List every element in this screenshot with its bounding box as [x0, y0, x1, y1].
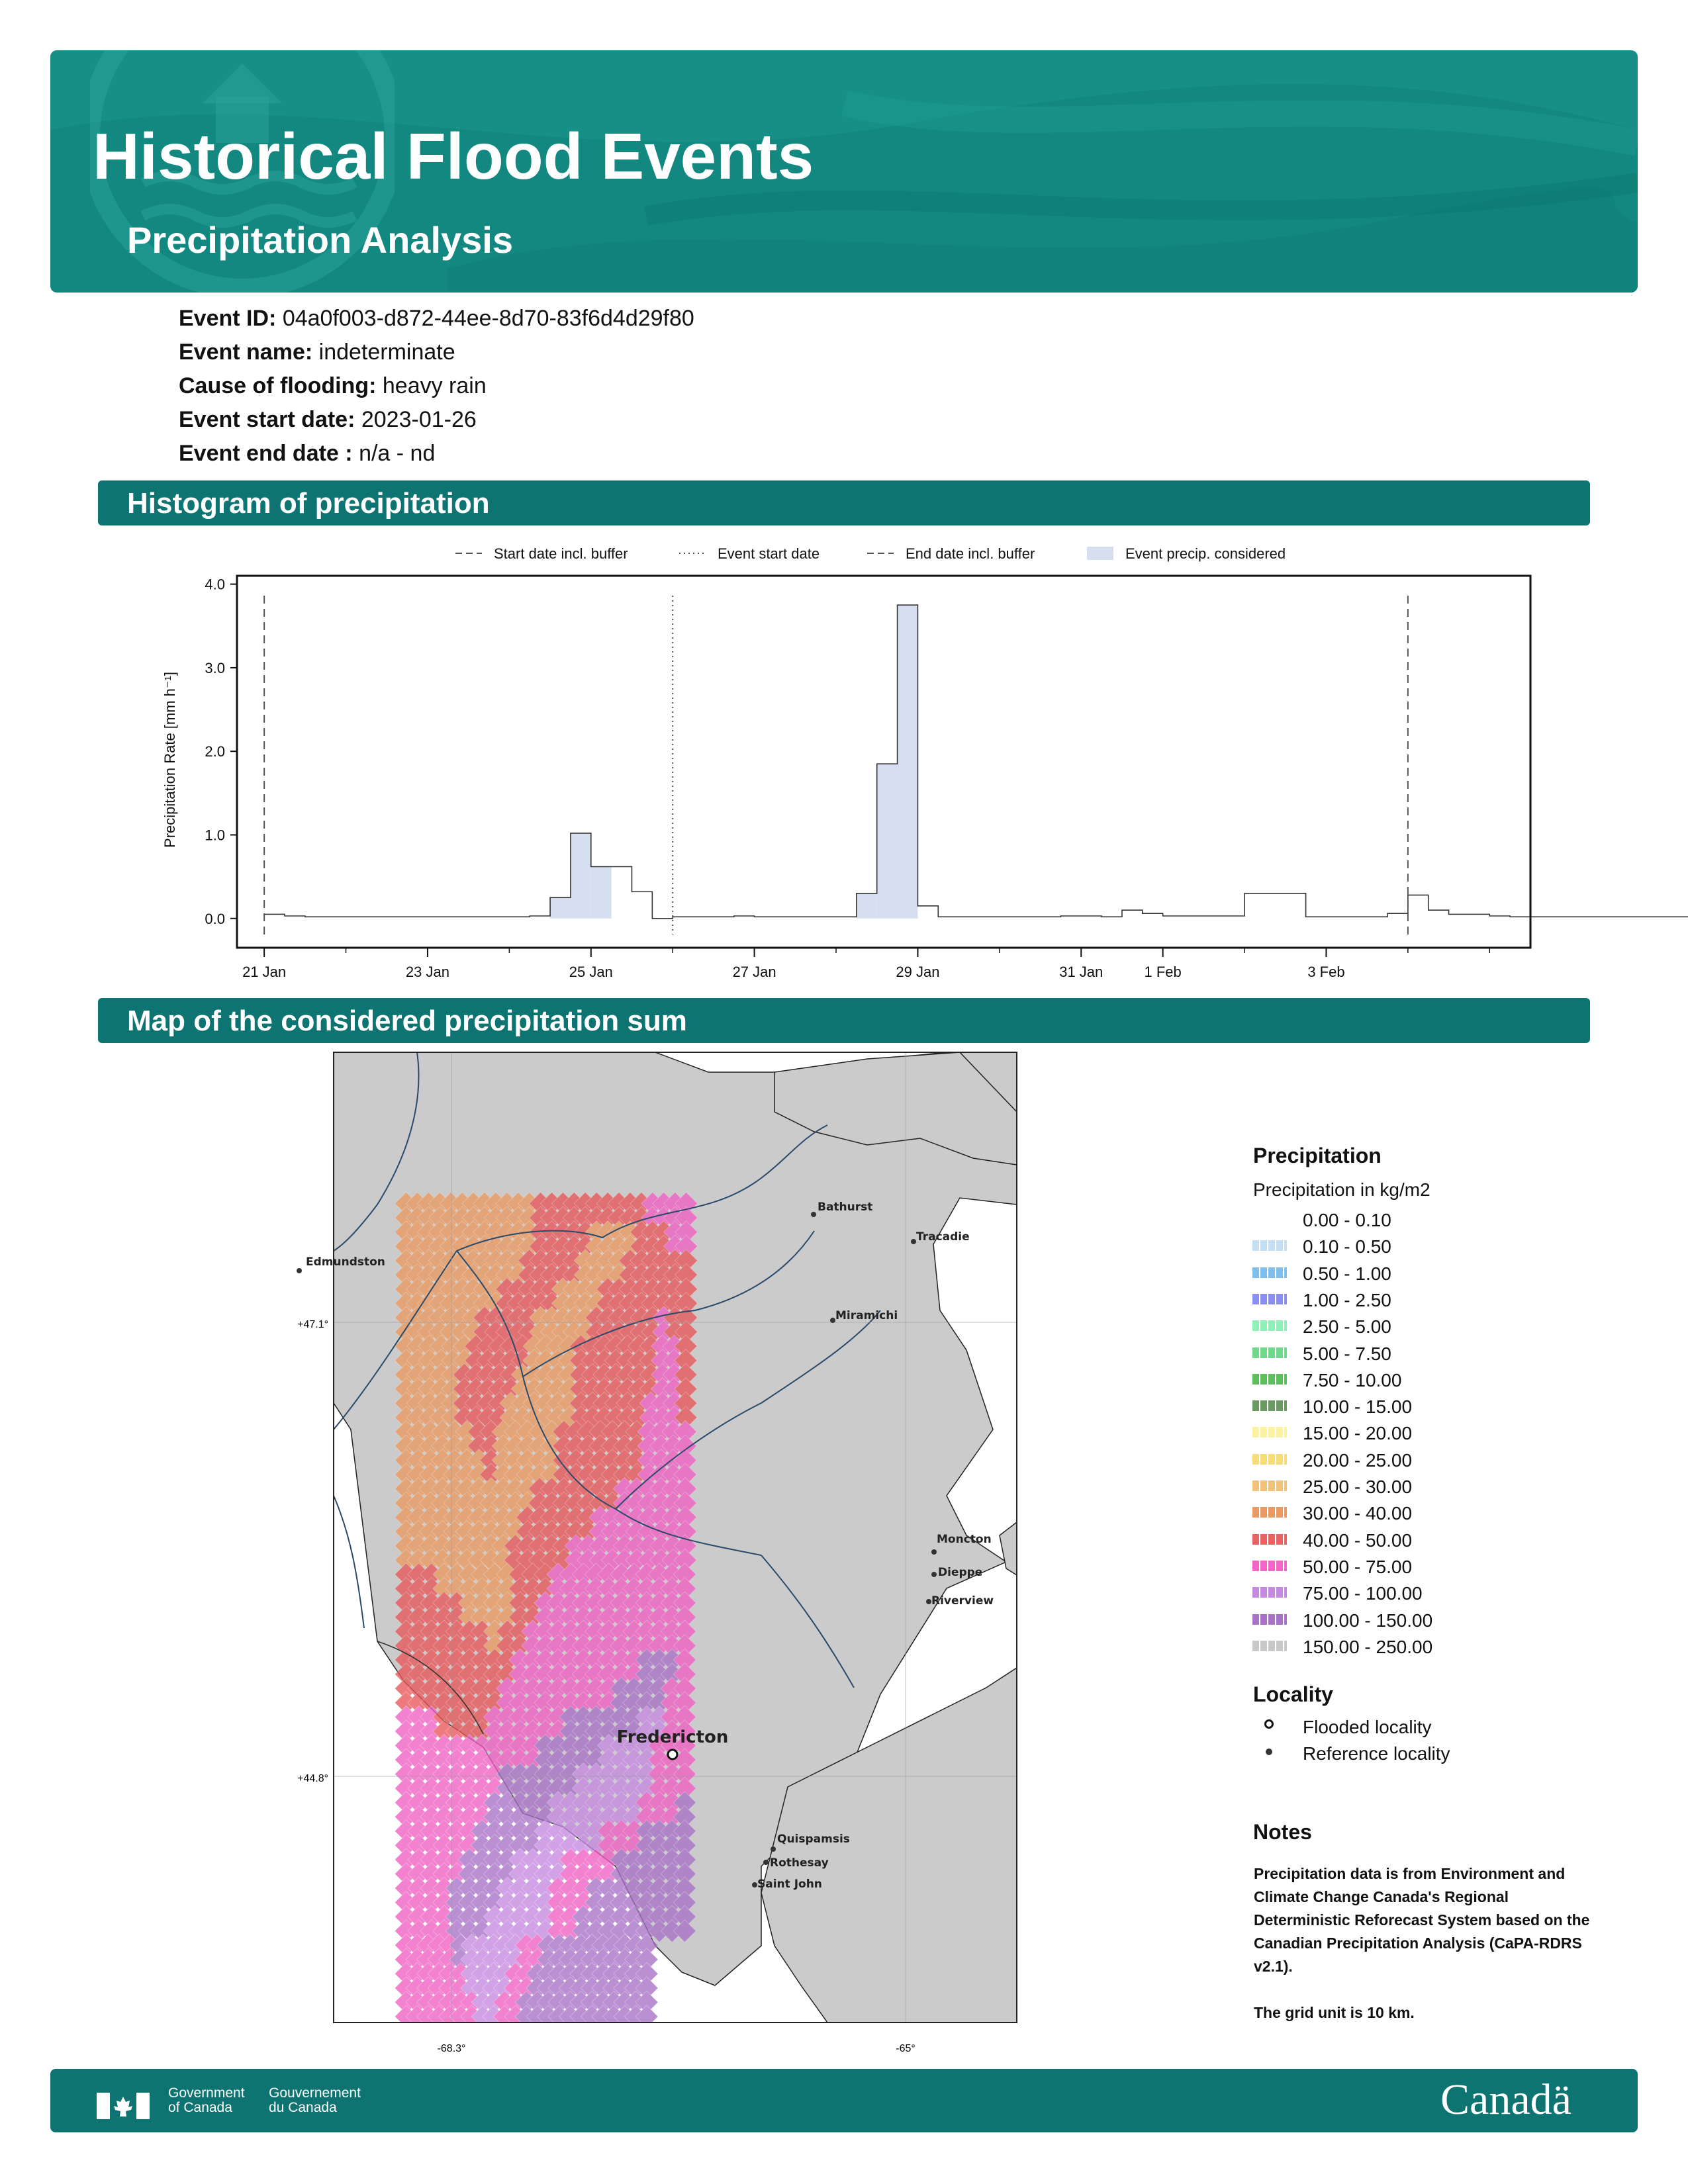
notes-grid-unit: The grid unit is 10 km.: [1254, 2004, 1415, 2021]
gov-fr-line1: Gouvernement: [269, 2085, 361, 2101]
legend-swatch: [1252, 1214, 1287, 1224]
y-tick-label: 1.0: [205, 827, 225, 844]
reference-locality-marker: [771, 1846, 776, 1852]
notes-text: Precipitation data is from Environment and Climate Change Canada's Regional Deterministic Reforecast System based on the Canadian Precipitation Analysis (CaPA-RDRS v2.1).: [1254, 1865, 1590, 1975]
event-id-value: 04a0f003-d872-44ee-8d70-83f6d4d29f80: [282, 306, 694, 331]
histogram-bar-fill: [571, 833, 591, 919]
locality-title: Locality: [1253, 1682, 1333, 1706]
page-subtitle: Precipitation Analysis: [127, 219, 513, 261]
city-label: Riverview: [931, 1594, 994, 1608]
start-date-value: 2023-01-26: [361, 407, 477, 432]
notes-body: [1254, 1862, 1598, 2025]
legend-title: Precipitation: [1253, 1144, 1382, 1167]
histogram-bar-fill: [550, 897, 571, 919]
x-tick-label: 31 Jan: [1059, 964, 1103, 980]
canada-wordmark: Canadä: [1440, 2075, 1571, 2124]
precip-map: [285, 1032, 1105, 2065]
reference-locality-marker: [811, 1212, 816, 1217]
event-name-row: [179, 340, 455, 365]
legend-item-label: 25.00 - 30.00: [1303, 1477, 1413, 1497]
city-label: Bathurst: [818, 1201, 873, 1214]
city-label: Miramichi: [835, 1309, 898, 1322]
legend-swatch: [1252, 1534, 1287, 1545]
legend-swatch: [1252, 1641, 1287, 1651]
histogram-bar-fill: [877, 764, 898, 919]
end-date-row: [179, 441, 435, 467]
legend-item-label: 0.50 - 1.00: [1303, 1263, 1391, 1284]
flooded-locality-marker: [668, 1750, 677, 1759]
city-label: Dieppe: [938, 1566, 983, 1579]
legend-swatch: [1252, 1454, 1287, 1465]
legend-item-label: 75.00 - 100.00: [1303, 1583, 1423, 1604]
event-precip-fill: [550, 605, 917, 919]
legend-reference-label: Reference locality: [1303, 1743, 1450, 1764]
legend-item-label: 15.00 - 20.00: [1303, 1423, 1413, 1444]
end-date-value: n/a - nd: [359, 441, 436, 466]
footer-bar: [50, 2069, 1638, 2132]
start-date-row: [179, 407, 477, 433]
y-tick-label: 4.0: [205, 576, 225, 593]
gov-en-line2: of Canada: [168, 2100, 232, 2115]
histogram-section-bar: [98, 480, 1590, 525]
legend-fill-swatch: [1087, 547, 1113, 560]
end-date-label: Event end date :: [179, 441, 353, 466]
event-id-row: [179, 306, 694, 332]
canada-flag-icon: [97, 2093, 150, 2119]
legend-swatch: [1252, 1614, 1287, 1625]
legend-item-label: 2.50 - 5.00: [1303, 1316, 1391, 1338]
x-tick-label: 21 Jan: [242, 964, 287, 980]
legend-swatch: [1252, 1507, 1287, 1518]
x-tick-label: 25 Jan: [569, 964, 613, 980]
reference-locality-marker: [926, 1599, 931, 1604]
chart-lines: [264, 596, 1688, 934]
legend-entry-label: End date incl. buffer: [906, 545, 1035, 562]
event-name-value: indeterminate: [318, 340, 455, 365]
lat-label: +47.1°: [297, 1319, 328, 1330]
legend-swatch: [1252, 1347, 1287, 1358]
legend-item-label: 50.00 - 75.00: [1303, 1556, 1413, 1577]
reference-locality-marker: [911, 1239, 916, 1244]
page-title: Historical Flood Events: [93, 120, 814, 193]
gov-en-line1: Government: [168, 2085, 245, 2101]
x-tick-label: 23 Jan: [405, 964, 449, 980]
legend-swatch: [1252, 1561, 1287, 1571]
legend-item-label: 20.00 - 25.00: [1303, 1449, 1413, 1471]
legend-swatch: [1252, 1374, 1287, 1385]
legend-item-label: 10.00 - 15.00: [1303, 1396, 1413, 1418]
y-axis-label: Precipitation Rate [mm h⁻¹]: [162, 672, 178, 848]
legend-item-label: 0.10 - 0.50: [1303, 1236, 1391, 1257]
chart-axes: [205, 576, 1530, 980]
precip-histogram: [0, 529, 1688, 993]
city-label: Rothesay: [770, 1856, 829, 1870]
x-tick-label: 1 Feb: [1144, 964, 1182, 980]
map-section-title: Map of the considered precipitation sum: [127, 1005, 687, 1037]
cause-value: heavy rain: [382, 373, 487, 398]
chart-legend: [455, 545, 1286, 562]
city-label: Tracadie: [916, 1230, 970, 1244]
city-label: Saint John: [757, 1878, 822, 1891]
reference-locality-marker: [297, 1268, 302, 1273]
lat-label: +44.8°: [297, 1773, 328, 1784]
lon-label: -68.3°: [437, 2043, 466, 2054]
city-label: Fredericton: [616, 1727, 729, 1747]
reference-locality-marker: [763, 1860, 769, 1865]
reference-locality-marker: [830, 1318, 835, 1323]
histogram-bar-fill: [591, 866, 612, 918]
filled-dot-icon: [1266, 1749, 1272, 1755]
legend-item-label: 100.00 - 150.00: [1303, 1610, 1433, 1631]
legend-swatch: [1252, 1427, 1287, 1437]
legend-item-label: 150.00 - 250.00: [1303, 1636, 1433, 1657]
y-tick-label: 0.0: [205, 910, 225, 927]
cause-row: [179, 373, 487, 399]
legend-swatch: [1252, 1400, 1287, 1411]
legend-item-label: 5.00 - 7.50: [1303, 1343, 1391, 1364]
y-tick-label: 2.0: [205, 743, 225, 760]
notes-title: Notes: [1253, 1820, 1312, 1844]
legend-subtitle: Precipitation in kg/m2: [1253, 1179, 1430, 1200]
legend-item-label: 1.00 - 2.50: [1303, 1289, 1391, 1310]
start-date-label: Event start date:: [179, 407, 355, 432]
reference-locality-marker: [931, 1549, 937, 1555]
event-name-label: Event name:: [179, 340, 313, 365]
legend-flooded-label: Flooded locality: [1303, 1717, 1432, 1737]
legend-swatch: [1252, 1240, 1287, 1251]
legend-entry-label: Event start date: [718, 545, 820, 562]
histogram-bar-fill: [898, 605, 918, 919]
legend-swatch: [1252, 1480, 1287, 1491]
x-tick-label: 3 Feb: [1307, 964, 1345, 980]
histogram-step-line: [264, 605, 1688, 919]
gov-fr-line2: du Canada: [269, 2100, 337, 2115]
legend-item-label: 30.00 - 40.00: [1303, 1503, 1413, 1524]
reference-locality-marker: [752, 1882, 757, 1888]
city-label: Quispamsis: [777, 1833, 850, 1846]
x-tick-label: 27 Jan: [732, 964, 776, 980]
legend-entry-label: Event precip. considered: [1125, 545, 1286, 562]
cause-label: Cause of flooding:: [179, 373, 377, 398]
legend-swatch: [1252, 1587, 1287, 1598]
legend-item-label: 40.00 - 50.00: [1303, 1529, 1413, 1551]
city-label: Moncton: [937, 1533, 992, 1546]
legend-swatch: [1252, 1294, 1287, 1304]
legend-swatch: [1252, 1320, 1287, 1331]
city-label: Edmundston: [306, 1255, 385, 1269]
legend-swatch: [1252, 1267, 1287, 1278]
y-tick-label: 3.0: [205, 659, 225, 676]
legend-entry-label: Start date incl. buffer: [494, 545, 628, 562]
lon-label: -65°: [896, 2043, 915, 2054]
histogram-bar-fill: [857, 893, 877, 919]
reference-locality-marker: [931, 1572, 937, 1577]
histogram-section-title: Histogram of precipitation: [127, 487, 490, 520]
open-circle-icon: [1264, 1719, 1274, 1729]
legend-item-label: 0.00 - 0.10: [1303, 1210, 1391, 1230]
legend-item-label: 7.50 - 10.00: [1303, 1369, 1402, 1390]
x-tick-label: 29 Jan: [896, 964, 940, 980]
event-id-label: Event ID:: [179, 306, 277, 331]
